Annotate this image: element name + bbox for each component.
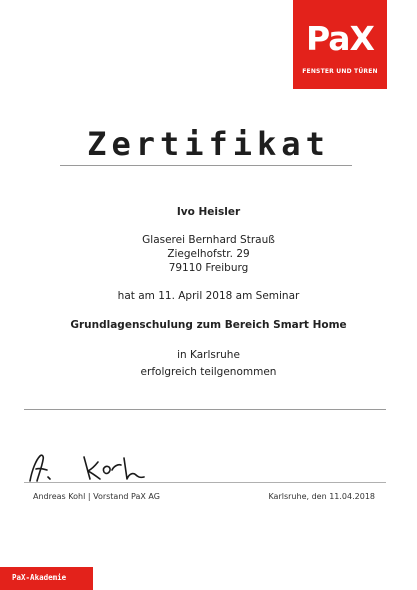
- recipient-name: Ivo Heisler: [176, 206, 241, 218]
- seminar-location: in Karlsruhe: [177, 349, 240, 361]
- akademie-label: PaX-Akademie: [12, 573, 67, 582]
- certificate-title: Zertifikat: [87, 125, 330, 163]
- completion-text: erfolgreich teilgenommen: [140, 366, 277, 378]
- content-divider: [24, 409, 386, 410]
- akademie-badge: [0, 567, 93, 590]
- company-name: Glaserei Bernhard Strauß: [142, 234, 275, 246]
- signatory-name: Andreas Kohl | Vorstand PaX AG: [33, 492, 160, 501]
- seminar-title: Grundlagenschulung zum Bereich Smart Home: [70, 319, 347, 331]
- pax-logo: [293, 0, 387, 89]
- logo-tagline: FENSTER UND TÜREN: [302, 68, 378, 75]
- intro-text: hat am 11. April 2018 am Seminar: [117, 290, 300, 302]
- signature-line: [24, 482, 386, 483]
- logo-wordmark: PaX: [305, 19, 374, 58]
- place-and-date: Karlsruhe, den 11.04.2018: [268, 492, 375, 501]
- company-city: 79110 Freiburg: [168, 262, 249, 274]
- title-divider: [60, 165, 352, 166]
- company-street: Ziegelhofstr. 29: [167, 248, 250, 260]
